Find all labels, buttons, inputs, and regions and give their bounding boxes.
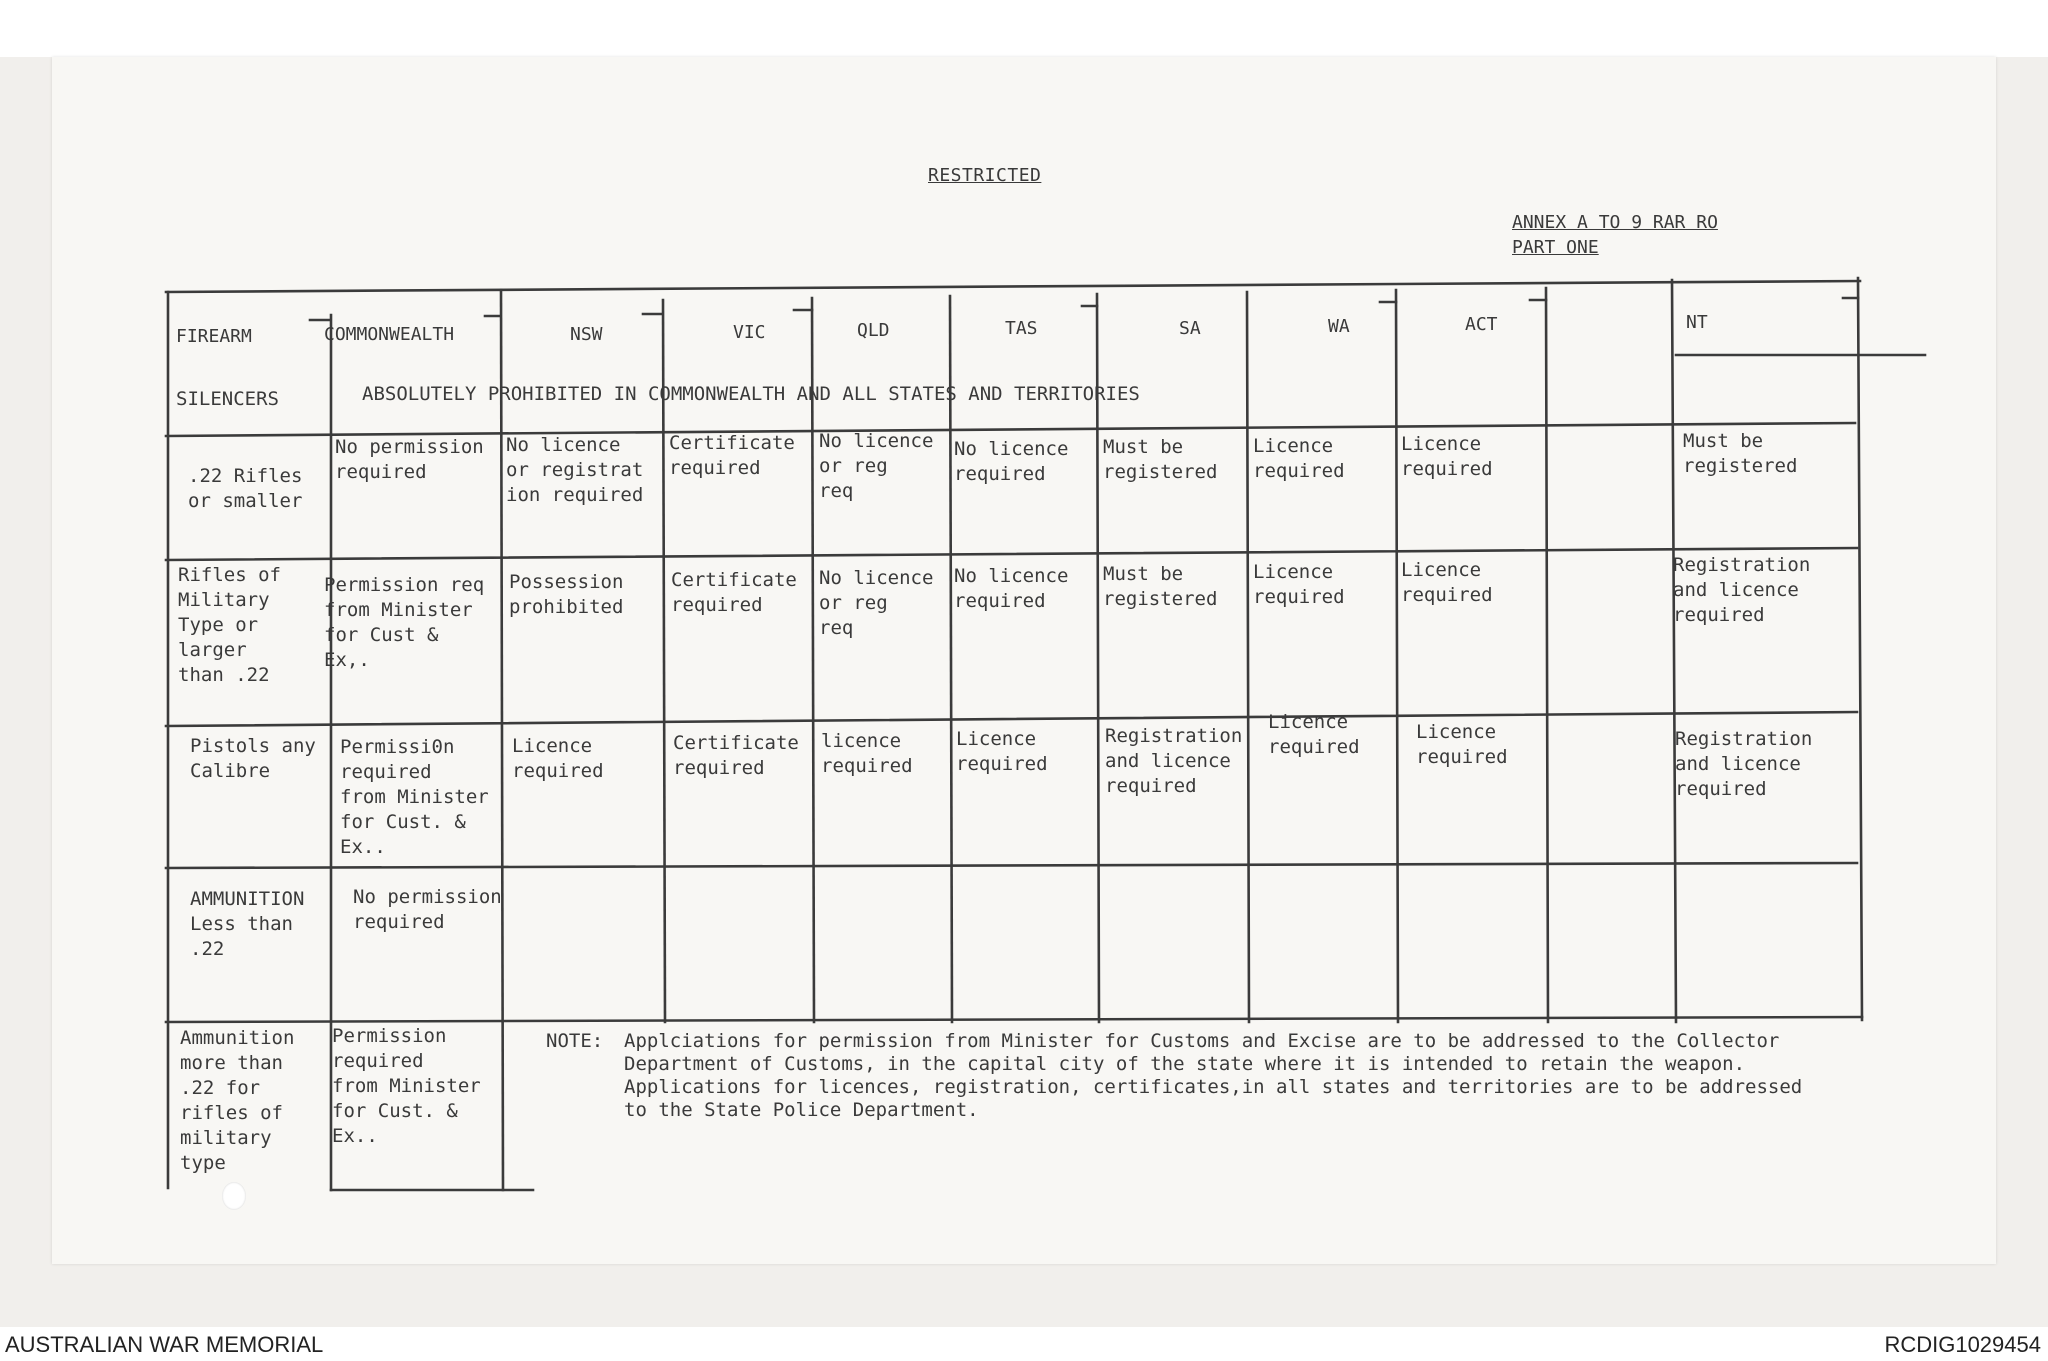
header-wa: WA [1328,316,1350,337]
punch-hole [222,1182,246,1210]
row2-tas: No licence required [954,565,1069,612]
col-divider-2 [501,290,503,1190]
header-tick-marks [310,298,1858,320]
header-sa: SA [1179,318,1201,339]
row3-tas: Licence required [956,728,1048,775]
right-border [1858,278,1862,1020]
note-label: NOTE: [546,1030,604,1052]
silencers-label: SILENCERS [176,388,279,410]
header-firearm: FIREARM [176,326,252,347]
row1-vic: Certificate required [669,432,795,479]
row1-nt: Must be registered [1683,430,1798,477]
archive-source: AUSTRALIAN WAR MEMORIAL [5,1332,324,1357]
col-divider-10 [1672,280,1676,1022]
row2-commonwealth: Permission req from Minister for Cust & Ex,. [324,574,485,671]
row5-firearm: Ammunition more than .22 for rifles of military type [180,1027,295,1174]
row3-act: Licence required [1416,721,1508,768]
row2-act: Licence required [1401,559,1493,606]
row1-qld: No licence or reg req [819,430,934,502]
row1-bottom-rule [166,548,1857,560]
header-vic: VIC [733,322,766,343]
table-top-rule [166,281,1860,292]
row3-nt: Registration and licence required [1675,728,1813,800]
row1-tas: No licence required [954,438,1069,485]
classification-heading: RESTRICTED [928,165,1042,186]
row2-bottom-rule [166,712,1857,726]
row3-sa: Registration and licence required [1105,725,1243,797]
row1-act: Licence required [1401,433,1493,480]
row3-bottom-rule [166,863,1857,868]
row3-qld: licence required [821,730,913,777]
silencers-text: ABSOLUTELY PROHIBITED IN COMMONWEALTH AND ALL STATES AND TERRITORIES [362,383,1140,405]
header-act: ACT [1465,314,1498,335]
annex-line: ANNEX A TO 9 RAR RO [1512,212,1718,233]
note-block [546,1030,1803,1121]
row3-commonwealth: Permissi0n required from Minister for Cust. & Ex.. [340,736,489,858]
header-tas: TAS [1005,318,1038,339]
row2-nt: Registration and licence required [1673,554,1811,626]
row2-sa: Must be registered [1103,563,1218,610]
col-divider-8 [1396,290,1398,1022]
col-divider-3 [663,300,665,1022]
row1-sa: Must be registered [1103,436,1218,483]
header-commonwealth: COMMONWEALTH [324,324,455,345]
row1-nsw: No licence or registrat ion required [506,434,644,506]
row4-commonwealth: No permission required [353,886,502,933]
row2-vic: Certificate required [671,569,797,616]
note-text: Applciations for permission from Minister for Customs and Excise are to be addressed to the Collector Department of Customs, in the capital city of the state where it is intended to retain the weapon. Applications for licences, registration, certificates,in all states and territories are to be addressed to the State Police Department. [624,1030,1803,1121]
row2-firearm: Rifles of Military Type or larger than .22 [178,564,281,686]
row1-firearm: .22 Rifles or smaller [188,465,303,512]
archive-record-id: RCDIG1029454 [1884,1332,2041,1357]
annex-part: PART ONE [1512,237,1599,258]
row2-wa: Licence required [1253,561,1345,608]
row2-qld: No licence or reg req [819,567,934,639]
col-divider-7 [1247,292,1249,1022]
header-nt: NT [1686,312,1708,333]
archive-footer [0,1327,2048,1361]
row4-firearm: AMMUNITION Less than .22 [190,888,305,960]
row1-commonwealth: No permission required [335,436,484,483]
row5-commonwealth: Permission required from Minister for Cust. & Ex.. [332,1025,481,1147]
header-nsw: NSW [570,324,603,345]
header-qld: QLD [857,320,890,341]
row1-wa: Licence required [1253,435,1345,482]
row2-nsw: Possession prohibited [509,571,624,618]
row3-vic: Certificate required [673,732,799,779]
col-divider-9 [1546,288,1548,1022]
row3-nsw: Licence required [512,735,604,782]
row3-firearm: Pistols any Calibre [190,735,316,782]
row4-bottom-rule [166,1017,1862,1022]
row3-wa: Licence required [1268,711,1360,758]
